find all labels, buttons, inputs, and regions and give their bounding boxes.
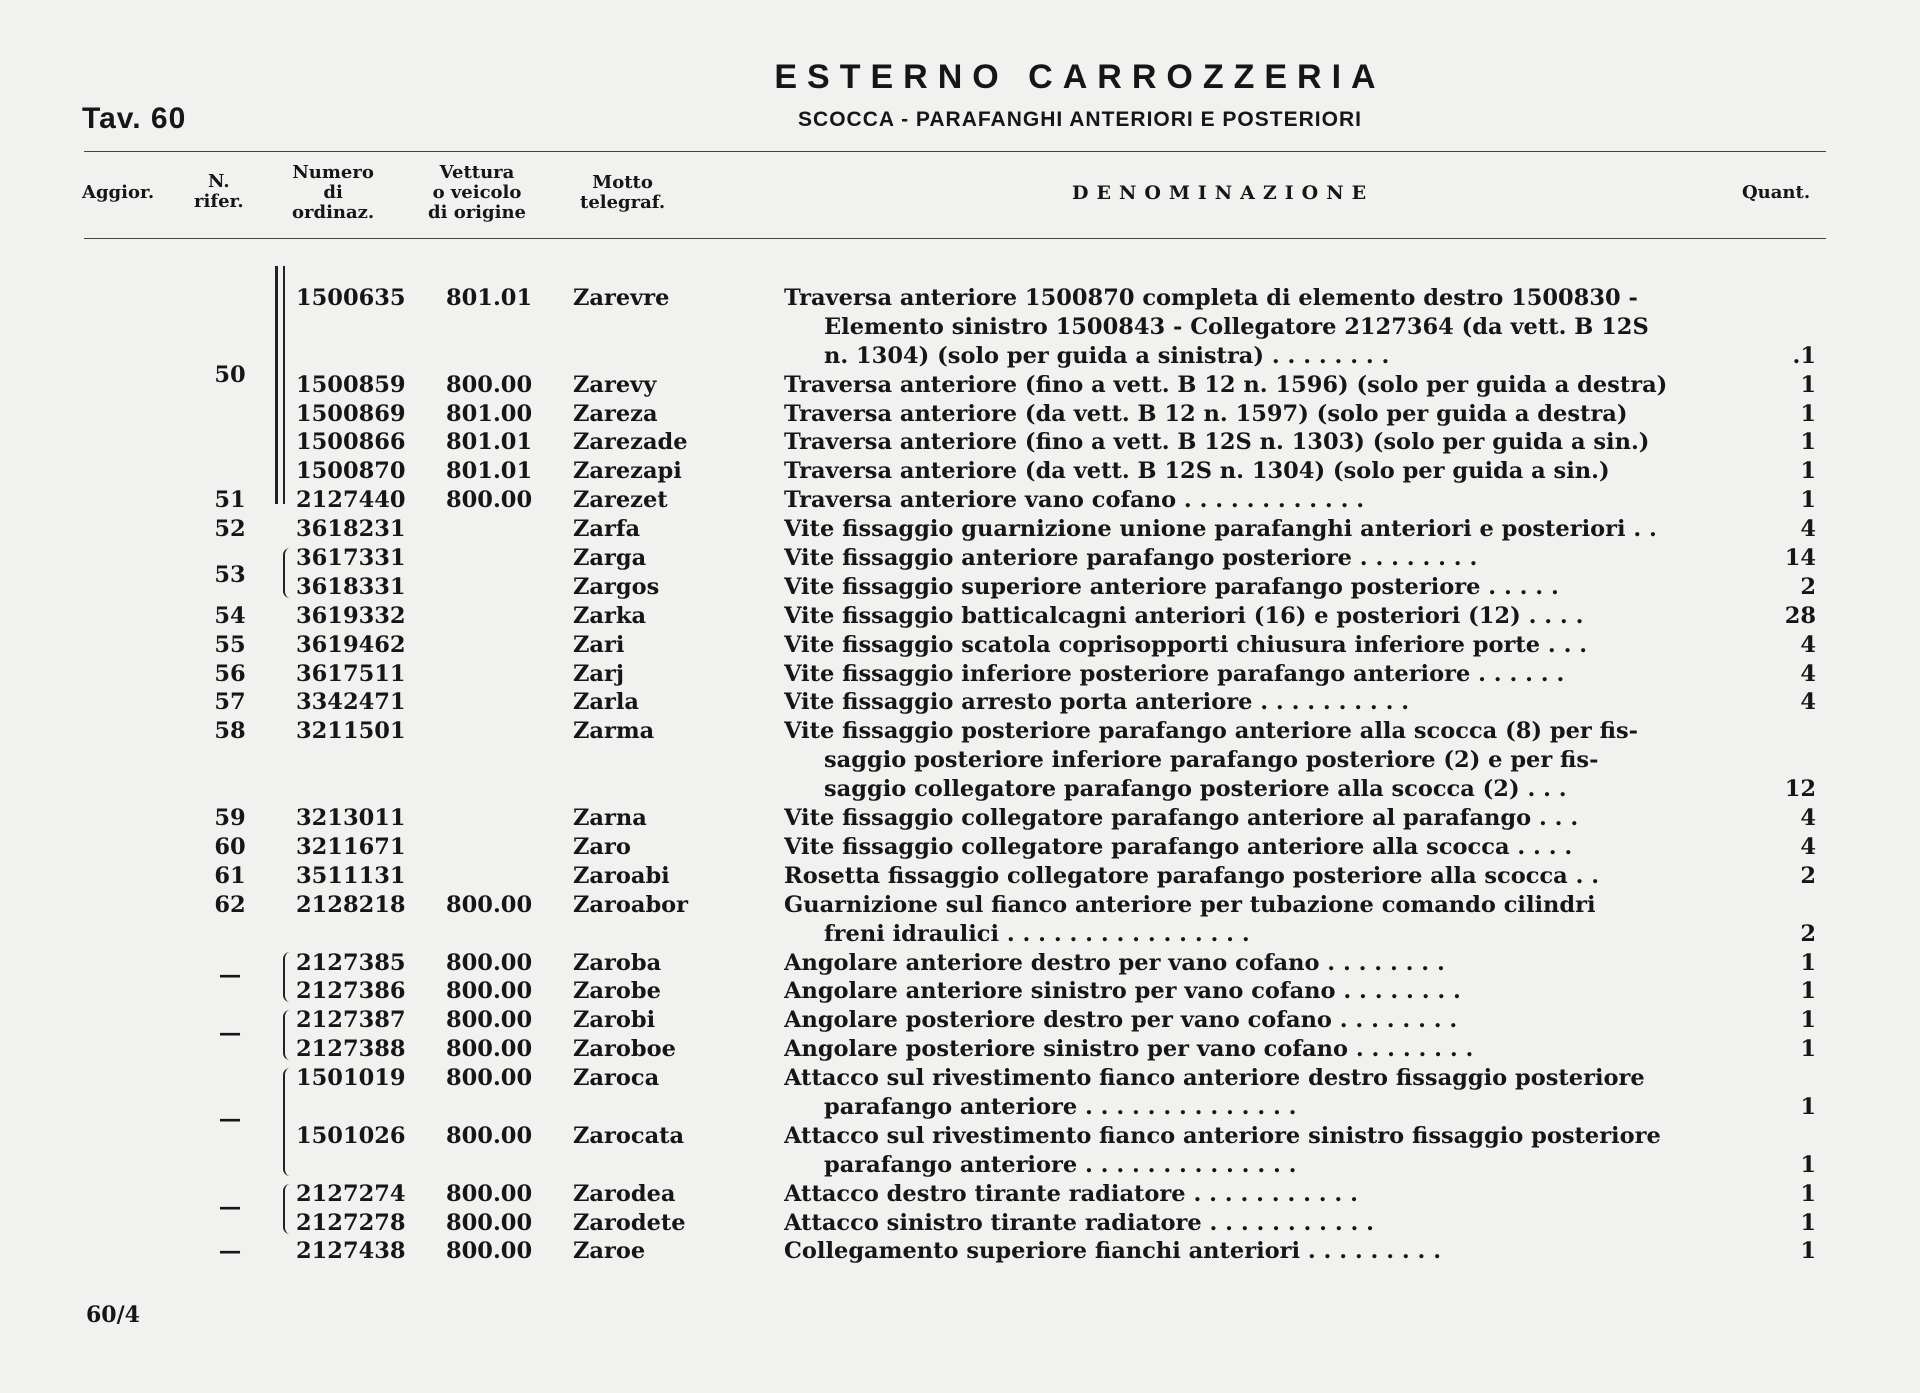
description [784,544,1744,573]
description-line: Traversa anteriore vano cofano . . . . . . . . . . . . [784,487,1365,514]
order-number: 2127385 [296,949,406,976]
telegraph-code: Zaroabi [573,862,670,889]
description-line: Angolare anteriore destro per vano cofano . . . . . . . . [784,949,1445,976]
group-ref: 50 [214,362,246,388]
parts-table [0,284,1920,1266]
table-row [0,977,1920,1006]
description-line: Attacco sul rivestimento fianco anteriore sinistro fissaggio posteriore [784,1122,1661,1149]
quantity: 2 [1800,573,1816,600]
telegraph-code: Zarezade [573,429,688,456]
vehicle-origin: 800.00 [446,949,533,976]
description-line: Attacco sinistro tirante radiatore . . . . . . . . . . . [784,1209,1375,1236]
description [784,284,1744,371]
order-number: 2127388 [296,1036,406,1063]
ref-number: 54 [214,602,246,629]
description-line: Elemento sinistro 1500843 - Collegatore 2127364 (da vett. B 12S [824,313,1649,340]
ref-number: 55 [214,631,246,658]
description [784,949,1744,978]
vehicle-origin: 800.00 [446,1122,533,1149]
order-number: 3211671 [296,833,406,860]
description-line: Vite fissaggio scatola coprisopporti chiusura inferiore porte . . . [784,631,1588,658]
order-number: 2127386 [296,978,406,1005]
telegraph-code: Zaroba [573,949,662,976]
quantity: 2 [1800,862,1816,889]
description [784,1122,1744,1180]
quantity: 4 [1800,516,1816,543]
description [784,371,1744,400]
description [784,977,1744,1006]
ref-number: 59 [214,805,246,832]
description-line: Vite fissaggio superiore anteriore parafango posteriore . . . . . [784,573,1559,600]
order-number: 3618331 [296,573,406,600]
table-row [0,688,1920,717]
telegraph-code: Zarevy [573,371,657,398]
description-line: Attacco sul rivestimento fianco anteriore destro fissaggio posteriore [784,1065,1645,1092]
order-number: 3617331 [296,545,406,572]
order-number: 2127278 [296,1209,406,1236]
order-number: 2128218 [296,891,406,918]
quantity: .1 [1792,342,1816,369]
table-row [0,544,1920,573]
quantity: 4 [1800,805,1816,832]
description [784,660,1744,689]
order-number: 3342471 [296,689,406,716]
table-row [0,371,1920,400]
telegraph-code: Zarobi [573,1007,656,1034]
description [784,804,1744,833]
table-row [0,833,1920,862]
table-number: Tav. 60 [82,102,187,135]
order-number: 1500866 [296,429,406,456]
description [784,400,1744,429]
group-ref: — [218,962,242,988]
telegraph-code: Zari [573,631,625,658]
table-row [0,804,1920,833]
description [784,1035,1744,1064]
description [784,573,1744,602]
table-row [0,1064,1920,1122]
table-row [0,1237,1920,1266]
table-row [0,862,1920,891]
description-line: Traversa anteriore 1500870 completa di elemento destro 1500830 - [784,285,1638,311]
quantity: 12 [1784,776,1816,803]
description-line: n. 1304) (solo per guida a sinistra) . . . . . . . . [824,342,1390,369]
ref-number: 61 [214,862,246,889]
page-subtitle: SCOCCA - PARAFANGHI ANTERIORI E POSTERIORI [798,108,1362,131]
table-row [0,573,1920,602]
table-row [0,1122,1920,1180]
description-line: Angolare posteriore destro per vano cofano . . . . . . . . [784,1007,1458,1034]
description-line: Vite fissaggio collegatore parafango anteriore alla scocca . . . . [784,833,1573,860]
order-number: 1501026 [296,1122,406,1149]
table-row [0,1209,1920,1238]
table-row [0,400,1920,429]
telegraph-code: Zaroca [573,1065,660,1092]
description [784,891,1744,949]
description [784,515,1744,544]
telegraph-code: Zarodea [573,1180,676,1207]
quantity: 1 [1800,1180,1816,1207]
order-number: 1501019 [296,1065,406,1092]
vehicle-origin: 800.00 [446,371,533,398]
quantity: 1 [1800,949,1816,976]
quantity: 1 [1800,1036,1816,1063]
page-number: 60/4 [86,1302,140,1328]
description-line: Rosetta fissaggio collegatore parafango posteriore alla scocca . . [784,862,1600,889]
header-top-rule [84,151,1826,152]
quantity: 1 [1800,371,1816,398]
telegraph-code: Zarfa [573,516,641,543]
description-line: Vite fissaggio posteriore parafango anteriore alla scocca (8) per fis- [784,718,1638,745]
order-number: 3617511 [296,660,406,687]
vehicle-origin: 800.00 [446,487,533,514]
order-number: 3211501 [296,718,406,745]
table-row [0,949,1920,978]
table-row [0,515,1920,544]
vehicle-origin: 800.00 [446,978,533,1005]
quantity: 2 [1800,920,1816,947]
order-number: 3619332 [296,602,406,629]
vehicle-origin: 801.01 [446,458,533,485]
order-number: 1500870 [296,458,406,485]
quantity: 1 [1800,487,1816,514]
telegraph-code: Zarga [573,545,647,572]
description-line: Traversa anteriore (fino a vett. B 12S n. 1303) (solo per guida a sin.) [784,429,1650,456]
col-header-vettura: Vettura o veicolo di origine [428,162,526,223]
vehicle-origin: 800.00 [446,1065,533,1092]
description [784,486,1744,515]
description-line: Vite fissaggio collegatore parafango anteriore al parafango . . . [784,805,1579,832]
vehicle-origin: 801.00 [446,400,533,427]
order-number: 1500859 [296,371,406,398]
description [784,862,1744,891]
quantity: 4 [1800,833,1816,860]
order-number: 3213011 [296,805,406,832]
description [784,602,1744,631]
group-ref: — [218,1194,242,1220]
description-line: Vite fissaggio guarnizione unione parafanghi anteriori e posteriori . . [784,516,1657,543]
description-line: Vite fissaggio anteriore parafango posteriore . . . . . . . . [784,545,1478,572]
header-bottom-rule [84,238,1826,239]
vehicle-origin: 800.00 [446,1180,533,1207]
description-line: parafango anteriore . . . . . . . . . . . . . . [824,1151,1297,1178]
quantity: 28 [1784,602,1816,629]
vehicle-origin: 800.00 [446,891,533,918]
description-line: Attacco destro tirante radiatore . . . . . . . . . . . [784,1180,1358,1207]
telegraph-code: Zarevre [573,285,670,311]
vehicle-origin: 800.00 [446,1007,533,1034]
quantity: 1 [1800,400,1816,427]
description-line: Traversa anteriore (da vett. B 12S n. 1304) (solo per guida a sin.) [784,458,1610,485]
description [784,1237,1744,1266]
vehicle-origin: 800.00 [446,1036,533,1063]
ref-number: 56 [214,660,246,687]
ref-number: 52 [214,516,246,543]
description [784,1209,1744,1238]
quantity: 1 [1800,1007,1816,1034]
order-number: 2127387 [296,1007,406,1034]
telegraph-code: Zaro [573,833,631,860]
description-line: Guarnizione sul fianco anteriore per tubazione comando cilindri [784,891,1596,918]
table-row [0,660,1920,689]
group-ref: 53 [214,562,246,588]
description [784,833,1744,862]
table-row [0,717,1920,804]
quantity: 1 [1800,1238,1816,1265]
quantity: 4 [1800,689,1816,716]
quantity: 4 [1800,631,1816,658]
description-line: Collegamento superiore fianchi anteriori . . . . . . . . . [784,1238,1442,1265]
col-header-denominazione: DENOMINAZIONE [1072,182,1375,204]
telegraph-code: Zarocata [573,1122,685,1149]
quantity: 1 [1800,429,1816,456]
col-header-motto: Motto telegraf. [580,172,666,213]
vehicle-origin: 801.01 [446,429,533,456]
description-line: Angolare posteriore sinistro per vano cofano . . . . . . . . [784,1036,1474,1063]
telegraph-code: Zarezet [573,487,668,514]
order-number: 3618231 [296,516,406,543]
order-number: 2127438 [296,1238,406,1265]
telegraph-code: Zareza [573,400,658,427]
description-line: saggio posteriore inferiore parafango posteriore (2) e per fis- [824,747,1599,774]
description [784,688,1744,717]
telegraph-code: Zarodete [573,1209,686,1236]
ref-number: 62 [214,891,246,918]
telegraph-code: Zarj [573,660,624,687]
group-ref: — [218,1020,242,1046]
description [784,1064,1744,1122]
quantity: 14 [1784,545,1816,572]
table-row [0,284,1920,371]
quantity: 1 [1800,1151,1816,1178]
description-line: freni idraulici . . . . . . . . . . . . . . . . [824,920,1250,947]
description-line: saggio collegatore parafango posteriore alla scocca (2) . . . [824,776,1567,803]
description-line: Traversa anteriore (da vett. B 12 n. 1597) (solo per guida a destra) [784,400,1628,427]
description [784,457,1744,486]
description-line: Vite fissaggio inferiore posteriore parafango anteriore . . . . . . [784,660,1565,687]
table-row [0,1035,1920,1064]
telegraph-code: Zargos [573,573,660,600]
description-line: Traversa anteriore (fino a vett. B 12 n. 1596) (solo per guida a destra) [784,371,1668,398]
telegraph-code: Zarla [573,689,639,716]
ref-number: 57 [214,689,246,716]
telegraph-code: Zarezapi [573,458,682,485]
telegraph-code: Zaroboe [573,1036,676,1063]
description-line: Angolare anteriore sinistro per vano cofano . . . . . . . . [784,978,1461,1005]
telegraph-code: Zarna [573,805,647,832]
telegraph-code: Zarka [573,602,647,629]
quantity: 1 [1800,978,1816,1005]
table-row [0,891,1920,949]
description [784,1180,1744,1209]
page-title: ESTERNO CARROZZERIA [774,58,1386,96]
table-row [0,428,1920,457]
ref-number: 60 [214,833,246,860]
description-line: Vite fissaggio arresto porta anteriore . . . . . . . . . . [784,689,1410,716]
table-row [0,602,1920,631]
description [784,631,1744,660]
quantity: 1 [1800,1209,1816,1236]
table-row [0,1006,1920,1035]
quantity: 1 [1800,1093,1816,1120]
col-header-numero: Numero di ordinaz. [292,162,375,223]
col-header-aggior: Aggior. [82,182,155,203]
description-line: parafango anteriore . . . . . . . . . . . . . . [824,1093,1297,1120]
telegraph-code: Zarobe [573,978,661,1005]
order-number: 3619462 [296,631,406,658]
vehicle-origin: 800.00 [446,1209,533,1236]
description [784,428,1744,457]
telegraph-code: Zarma [573,718,655,745]
order-number: 1500869 [296,400,406,427]
description [784,717,1744,804]
vehicle-origin: 800.00 [446,1238,533,1265]
quantity: 4 [1800,660,1816,687]
ref-number: 51 [214,487,246,514]
table-row [0,1180,1920,1209]
description-line: Vite fissaggio batticalcagni anteriori (16) e posteriori (12) . . . . [784,602,1584,629]
quantity: 1 [1800,458,1816,485]
order-number: 1500635 [296,285,406,311]
telegraph-code: Zaroe [573,1238,646,1265]
col-header-rifer: N. rifer. [194,171,244,212]
order-number: 3511131 [296,862,406,889]
table-row [0,631,1920,660]
table-row [0,457,1920,486]
description [784,1006,1744,1035]
table-row [0,486,1920,515]
vehicle-origin: 801.01 [446,285,533,311]
order-number: 2127440 [296,487,406,514]
telegraph-code: Zaroabor [573,891,689,918]
col-header-quant: Quant. [1742,182,1811,203]
group-ref: — [218,1106,242,1132]
order-number: 2127274 [296,1180,406,1207]
ref-number: — [218,1238,242,1265]
ref-number: 58 [214,718,246,745]
